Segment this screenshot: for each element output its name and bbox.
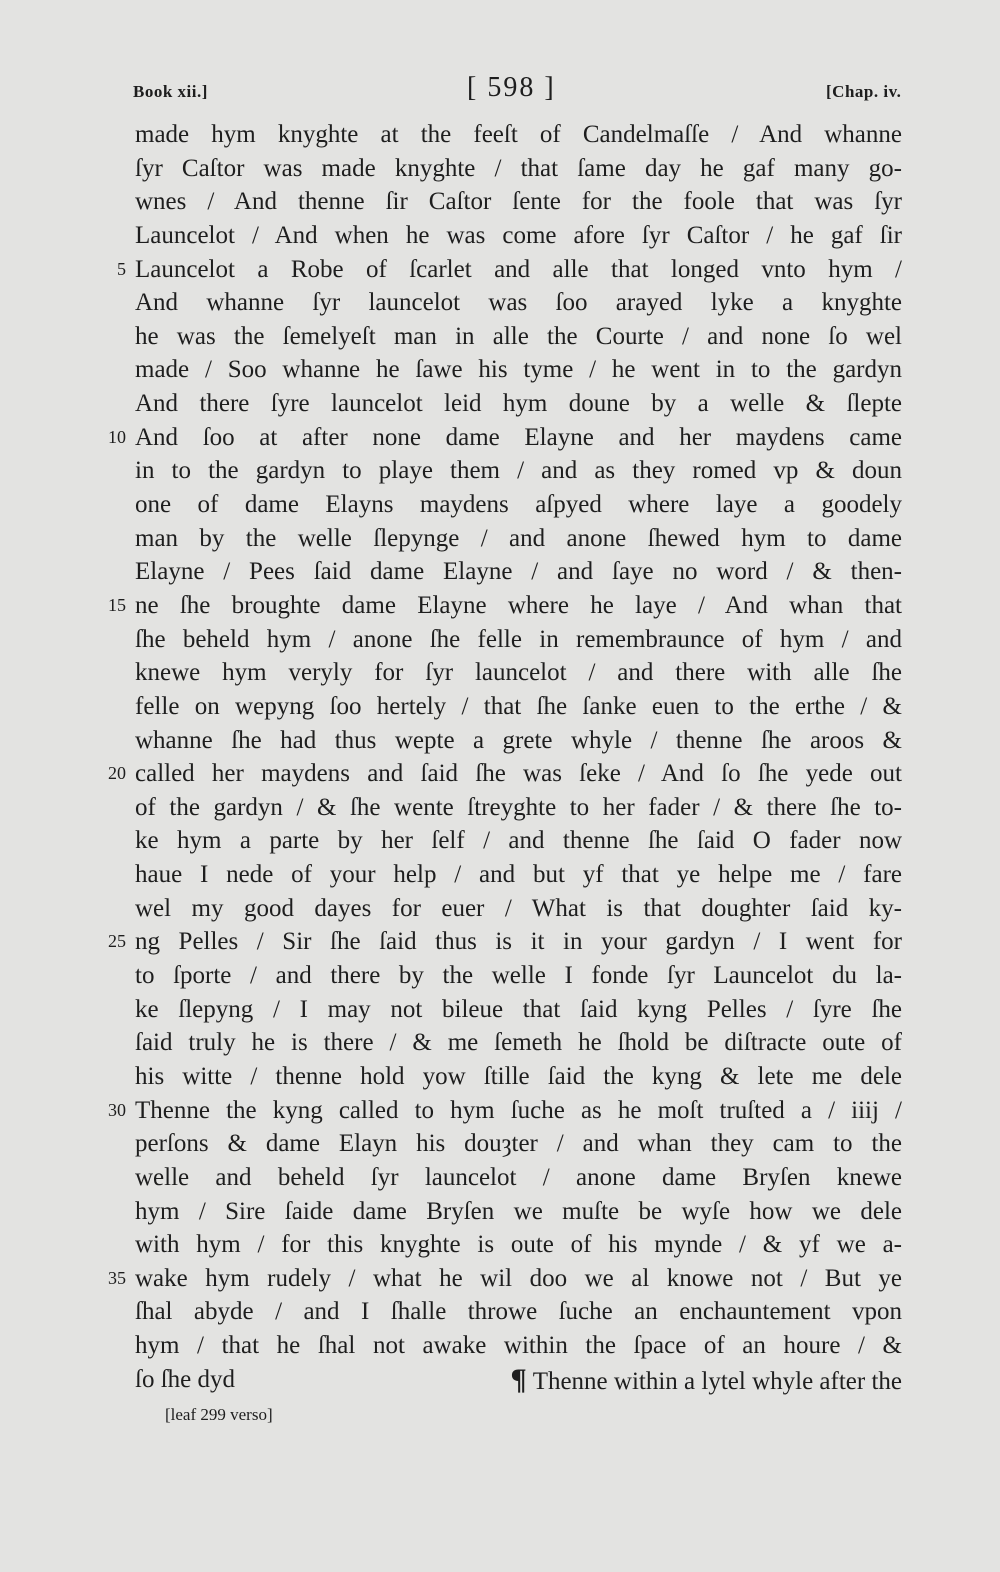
line-text: in to the gardyn to playe them / and as they romed vp & doun (135, 457, 902, 485)
running-head (0, 0, 1000, 110)
text-line (0, 791, 1000, 825)
line-number: 15 (108, 594, 126, 615)
text-line (0, 1161, 1000, 1195)
line-text: with hym / for this knyghte is oute of his mynde / & yf we a- (135, 1231, 902, 1259)
line-text: perſons & dame Elayn his douȝter / and whan they cam to the (135, 1130, 902, 1158)
text-block (0, 118, 1000, 1396)
line-text: ne ſhe broughte dame Elayne where he laye / And whan that (135, 591, 902, 619)
line-text: ſaid truly he is there / & me ſemeth he ſhold be diſtracte oute of (135, 1029, 902, 1057)
line-text: one of dame Elayns maydens aſpyed where laye a goodely (135, 491, 902, 519)
line-text: whanne ſhe had thus wepte a grete whyle / thenne ſhe aroos & (135, 726, 902, 754)
text-line (0, 690, 1000, 724)
text-line (0, 724, 1000, 758)
text-line (0, 892, 1000, 926)
text-line (0, 1295, 1000, 1329)
text-line (0, 1329, 1000, 1363)
text-line (0, 152, 1000, 186)
line-text: Launcelot / And when he was come afore ſyr Caſtor / he gaf ſir (135, 221, 902, 249)
text-line (0, 421, 1000, 455)
line-text: ng Pelles / Sir ſhe ſaid thus is it in your gardyn / I went for (135, 928, 902, 956)
line-text: welle and beheld ſyr launcelot / anone dame Bryſen knewe (135, 1163, 902, 1191)
chapter-label: [Chap. iv. (826, 82, 902, 101)
text-line (0, 1026, 1000, 1060)
book-label: Book xii.] (133, 82, 208, 101)
text-line (0, 118, 1000, 152)
text-line (0, 1195, 1000, 1229)
line-text: Elayne / Pees ſaid dame Elayne / and ſaye no word / & then- (135, 558, 902, 586)
line-text: wake hym rudely / what he wil doo we al knowe not / But ye (135, 1264, 902, 1292)
text-line (0, 1127, 1000, 1161)
line-text: And ſoo at after none dame Elayne and her maydens came (135, 423, 902, 451)
line-text: ſhe beheld hym / anone ſhe felle in remembraunce of hym / and (135, 625, 902, 653)
line-text: And whanne ſyr launcelot was ſoo arayed lyke a knyghte (135, 289, 902, 317)
text-line (0, 387, 1000, 421)
line-text: ke hym a parte by her ſelf / and thenne ſhe ſaid O fader now (135, 827, 902, 855)
line-text: to ſporte / and there by the welle I fonde ſyr Launcelot du la- (135, 962, 902, 990)
text-line (0, 1094, 1000, 1128)
text-line (0, 219, 1000, 253)
line-segment-right (510, 1363, 902, 1398)
pilcrow-icon: ¶ (510, 1362, 527, 1396)
line-text: he was the ſemelyeſt man in alle the Courte / and none ſo wel (135, 322, 902, 350)
line-segment-left: ſo ſhe dyd (135, 1365, 235, 1393)
line-text: ſyr Caſtor was made knyghte / that ſame day he gaf many go- (135, 154, 902, 182)
text-line (0, 253, 1000, 287)
line-number: 5 (117, 258, 126, 279)
line-text: Thenne the kyng called to hym ſuche as he moſt truſted a / iiij / (135, 1096, 902, 1124)
text-line (0, 824, 1000, 858)
line-text: felle on wepyng ſoo hertely / that ſhe ſanke euen to the erthe / & (135, 692, 902, 720)
line-segment-text: Thenne within a lytel whyle after the (532, 1367, 902, 1395)
text-line (0, 522, 1000, 556)
text-line (0, 286, 1000, 320)
text-line (0, 454, 1000, 488)
line-text: wnes / And thenne ſir Caſtor ſente for the foole that was ſyr (135, 188, 902, 216)
line-number: 25 (108, 931, 126, 952)
line-text: his witte / thenne hold yow ſtille ſaid the kyng & lete me dele (135, 1062, 902, 1090)
line-text: And there ſyre launcelot leid hym doune by a welle & ſlepte (135, 390, 902, 418)
line-text: wel my good dayes for euer / What is that doughter ſaid ky- (135, 894, 902, 922)
text-line (0, 1060, 1000, 1094)
text-line (0, 656, 1000, 690)
line-number: 20 (108, 763, 126, 784)
line-text: ſhal abyde / and I ſhalle throwe ſuche an enchauntement vpon (135, 1298, 902, 1326)
leaf-sidenote: [leaf 299 verso] (165, 1405, 273, 1424)
text-line (0, 353, 1000, 387)
line-number: 10 (108, 426, 126, 447)
line-text: made hym knyghte at the feeſt of Candelmaſſe / And whanne (135, 121, 902, 148)
text-line (0, 1228, 1000, 1262)
line-text: haue I nede of your help / and but yf that ye helpe me / fare (135, 861, 902, 889)
text-line (0, 555, 1000, 589)
line-number: 35 (108, 1267, 126, 1288)
text-line (0, 959, 1000, 993)
text-line-last (0, 1363, 1000, 1397)
text-line (0, 993, 1000, 1027)
text-line (0, 858, 1000, 892)
line-text: knewe hym veryly for ſyr launcelot / and there with alle ſhe (135, 659, 902, 687)
text-line (0, 488, 1000, 522)
line-text: Launcelot a Robe of ſcarlet and alle that longed vnto hym / (135, 255, 902, 283)
page-number: [ 598 ] (467, 72, 556, 103)
text-line (0, 589, 1000, 623)
text-line (0, 623, 1000, 657)
line-number: 30 (108, 1099, 126, 1120)
text-line (0, 925, 1000, 959)
line-text: hym / Sire ſaide dame Bryſen we muſte be wyſe how we dele (135, 1197, 902, 1225)
line-text (135, 1363, 902, 1398)
line-text: ke ſlepyng / I may not bileue that ſaid kyng Pelles / ſyre ſhe (135, 995, 902, 1023)
text-line (0, 320, 1000, 354)
line-text: of the gardyn / & ſhe wente ſtreyghte to her fader / & there ſhe to- (135, 793, 902, 821)
line-text: man by the welle ſlepynge / and anone ſhewed hym to dame (135, 524, 902, 552)
line-text: made / Soo whanne he ſawe his tyme / he went in to the gardyn (135, 356, 902, 384)
text-line (0, 1262, 1000, 1296)
line-text: hym / that he ſhal not awake within the ſpace of an houre / & (135, 1332, 902, 1360)
line-text: called her maydens and ſaid ſhe was ſeke / And ſo ſhe yede out (135, 760, 902, 788)
text-line (0, 757, 1000, 791)
text-line (0, 185, 1000, 219)
